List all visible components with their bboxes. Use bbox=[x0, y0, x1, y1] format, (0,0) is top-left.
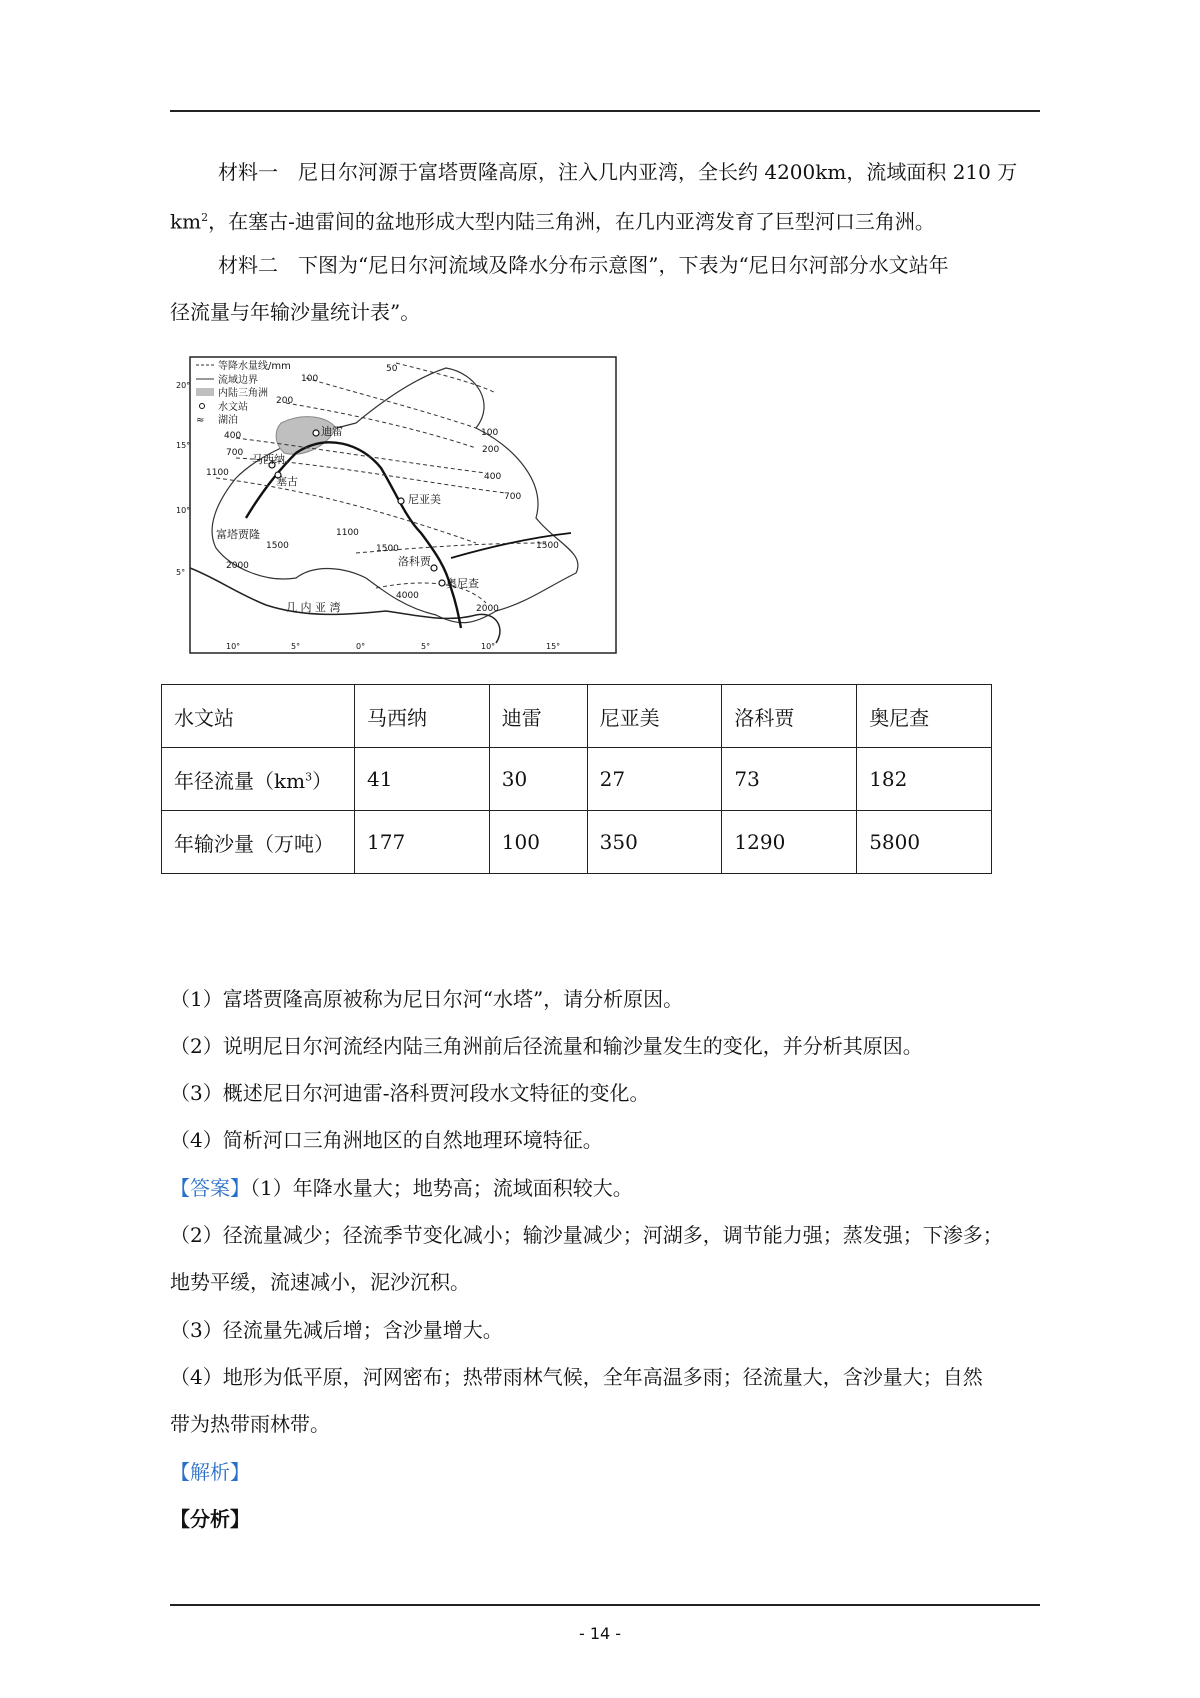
label-dire: 迪雷 bbox=[321, 425, 343, 438]
answer-3: （3）径流量先减后增；含沙量增大。 bbox=[170, 1318, 503, 1342]
table-cell: 27 bbox=[587, 748, 722, 811]
svg-text:2000: 2000 bbox=[226, 561, 249, 571]
table-cell: 350 bbox=[587, 811, 722, 874]
label-gulf: 几 内 亚 湾 bbox=[286, 601, 341, 614]
table-cell: 马西纳 bbox=[355, 685, 490, 748]
label-segou: 塞古 bbox=[276, 475, 298, 488]
table-cell: 迪雷 bbox=[489, 685, 587, 748]
table-cell: 182 bbox=[857, 748, 992, 811]
answer-4-line1: （4）地形为低平原，河网密布；热带雨林气候，全年高温多雨；径流量大，含沙量大；自然 bbox=[170, 1365, 983, 1389]
table-cell: 水文站 bbox=[162, 685, 355, 748]
legend-station: 水文站 bbox=[218, 402, 248, 413]
legend-basin: 流域边界 bbox=[218, 375, 258, 386]
svg-text:10°: 10° bbox=[481, 642, 496, 651]
svg-text:200: 200 bbox=[276, 396, 294, 406]
question-3: （3）概述尼日尔河迪雷-洛科贾河段水文特征的变化。 bbox=[170, 1081, 650, 1105]
svg-text:50: 50 bbox=[386, 364, 398, 374]
svg-text:400: 400 bbox=[224, 431, 242, 441]
table-header-row bbox=[162, 685, 992, 748]
legend-delta: 内陆三角洲 bbox=[218, 388, 268, 399]
analysis-tag: 【解析】 bbox=[170, 1460, 250, 1484]
svg-text:100: 100 bbox=[481, 428, 499, 438]
label-onitsha: 奥尼查 bbox=[446, 577, 479, 590]
material1-line2 bbox=[170, 206, 1040, 234]
svg-text:10°: 10° bbox=[226, 642, 241, 651]
answer-2-line1: （2）径流量减少；径流季节变化减小；输沙量减少；河湖多，调节能力强；蒸发强；下渗多； bbox=[170, 1223, 1003, 1247]
table-row bbox=[162, 811, 992, 874]
question-4: （4）简析河口三角洲地区的自然地理环境特征。 bbox=[170, 1128, 603, 1152]
material1-line2-text: ，在塞古-迪雷间的盆地形成大型内陆三角洲，在几内亚湾发育了巨型河口三角洲。 bbox=[208, 209, 935, 234]
table-cell: 尼亚美 bbox=[587, 685, 722, 748]
svg-text:1500: 1500 bbox=[266, 541, 289, 551]
table-row-label: 年输沙量（万吨） bbox=[162, 811, 355, 874]
question-1: （1）富塔贾隆高原被称为尼日尔河“水塔”，请分析原因。 bbox=[170, 987, 684, 1011]
table-cell: 5800 bbox=[857, 811, 992, 874]
label-lokoja: 洛科贾 bbox=[398, 555, 431, 568]
svg-text:700: 700 bbox=[226, 448, 244, 458]
table-row-label: 年径流量$(km^3)$ bbox=[162, 748, 355, 811]
answer-tag: 【答案】 bbox=[170, 1176, 250, 1200]
fenxi-tag: 【分析】 bbox=[170, 1507, 250, 1531]
svg-text:5°: 5° bbox=[291, 642, 301, 651]
label-masina: 马西纳 bbox=[252, 453, 285, 466]
svg-text:15°: 15° bbox=[176, 441, 191, 450]
page-number: - 14 - bbox=[578, 1624, 622, 1643]
footer-rule bbox=[170, 1604, 1040, 1606]
table-cell: 洛科贾 bbox=[722, 685, 857, 748]
answer-2-line2: 地势平缓，流速减小，泥沙沉积。 bbox=[170, 1270, 470, 1294]
svg-text:≈: ≈ bbox=[196, 415, 205, 426]
table-cell: 41 bbox=[355, 748, 490, 811]
legend-lake: 湖泊 bbox=[218, 415, 238, 426]
question-2: （2）说明尼日尔河流经内陆三角洲前后径流量和输沙量发生的变化，并分析其原因。 bbox=[170, 1034, 923, 1058]
table-cell: 177 bbox=[355, 811, 490, 874]
material2-line2: 径流量与年输沙量统计表”。 bbox=[170, 300, 421, 324]
hydro-station-table bbox=[161, 684, 992, 874]
table-cell: 1290 bbox=[722, 811, 857, 874]
legend-isohyet: 等降水量线/mm bbox=[218, 361, 291, 372]
table-cell: 奥尼查 bbox=[857, 685, 992, 748]
answer-1: 【答案】（1）年降水量大；地势高；流域面积较大。 bbox=[170, 1176, 633, 1200]
svg-text:5°: 5° bbox=[421, 642, 431, 651]
svg-text:1500: 1500 bbox=[536, 541, 559, 551]
table-cell: 100 bbox=[489, 811, 587, 874]
material1-line1: 材料一 尼日尔河源于富塔贾隆高原，注入几内亚湾，全长约 4200km，流域面积 210 万 bbox=[218, 160, 1018, 184]
label-fouta: 富塔贾隆 bbox=[216, 528, 260, 541]
area-unit-exponent: 2 bbox=[201, 211, 209, 224]
svg-text:700: 700 bbox=[504, 492, 522, 502]
table-cell: 30 bbox=[489, 748, 587, 811]
svg-text:1500: 1500 bbox=[376, 544, 399, 554]
svg-text:1100: 1100 bbox=[336, 528, 359, 538]
svg-text:4000: 4000 bbox=[396, 591, 419, 601]
svg-text:15°: 15° bbox=[546, 642, 561, 651]
svg-text:5°: 5° bbox=[176, 568, 186, 577]
header-rule bbox=[170, 110, 1040, 112]
svg-text:1100: 1100 bbox=[206, 468, 229, 478]
table-cell: 73 bbox=[722, 748, 857, 811]
material2-line1: 材料二 下图为“尼日尔河流域及降水分布示意图”，下表为“尼日尔河部分水文站年 bbox=[218, 253, 949, 277]
svg-text:100: 100 bbox=[301, 374, 319, 384]
svg-text:2000: 2000 bbox=[476, 604, 499, 614]
area-unit: km bbox=[170, 209, 202, 234]
svg-text:0°: 0° bbox=[356, 642, 366, 651]
svg-text:400: 400 bbox=[484, 472, 502, 482]
svg-text:10°: 10° bbox=[176, 506, 191, 515]
answer-4-line2: 带为热带雨林带。 bbox=[170, 1412, 330, 1436]
svg-text:200: 200 bbox=[482, 445, 500, 455]
niger-basin-map bbox=[176, 353, 632, 659]
label-niamey: 尼亚美 bbox=[408, 493, 441, 506]
table-row bbox=[162, 748, 992, 811]
svg-text:20°: 20° bbox=[176, 381, 191, 390]
